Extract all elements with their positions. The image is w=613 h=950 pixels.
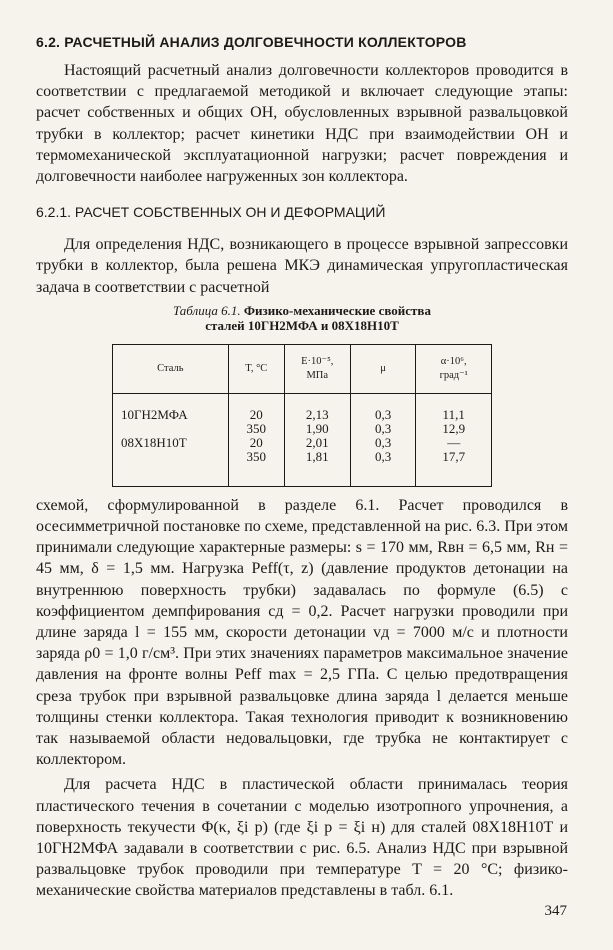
paragraph-before-table: Для определения НДС, возникающего в процессе взрывной запрессовки трубки в коллектор, была решена МКЭ динамическая упругопластическая задача в соответствии с расчетной <box>36 236 568 296</box>
cell-modulus-2: 1,90 <box>305 420 329 436</box>
header-steel: Сталь <box>113 344 229 393</box>
cell-steel: 08Х18Н10Т <box>113 436 229 487</box>
table-row <box>113 436 492 487</box>
properties-table <box>112 344 492 487</box>
cell-temp-2: 350 <box>246 448 266 464</box>
table-caption-line1: Физико-механические свойства <box>243 302 431 318</box>
cell-temp <box>228 436 284 487</box>
table-caption <box>36 303 568 334</box>
cell-alpha-1: 11,1 <box>442 406 465 422</box>
table-caption-line2: сталей 10ГН2МФА и 08Х18Н10Т <box>205 318 399 334</box>
cell-poisson <box>350 393 416 436</box>
cell-poisson-2: 0,3 <box>374 448 392 464</box>
table-row <box>113 393 492 436</box>
subsection-title: 6.2.1. РАСЧЕТ СОБСТВЕННЫХ ОН И ДЕФОРМАЦИЙ <box>36 204 386 221</box>
page <box>36 34 568 902</box>
cell-modulus <box>284 393 350 436</box>
header-poisson: μ <box>350 344 416 393</box>
cell-modulus <box>284 436 350 487</box>
cell-alpha <box>416 393 492 436</box>
cell-temp <box>228 393 284 436</box>
paragraph-after-table: схемой, сформулированной в разделе 6.1. Расчет проводился в осесимметричной постановке по схеме, представленной на рис. 6.3. При этом принимали следующие характерные размеры: s = 170 мм, Rвн = 6,5 мм, Rн = 45 мм, δ = 1,5 мм. Нагрузка Peff(τ, z) (давление продуктов детонации на внутреннюю поверхность трубки) задавалась по формуле (6.5) с коэффициентом демпфирования cд = 0,2. Расчет нагрузки проводили при длине заряда l = 155 мм, скорости детонации vд = 7000 м/с и плотности заряда ρ0 = 1,0 г/см³. При этих значениях параметров максимальное значение давления на фронте волны Peff max = 2,5 ГПа. С целью предотвращения среза трубок при взрывной развальцовке длина заряда l делается меньше толщины стенки коллектора. Такая технология приводит к возникновению так называемой области недовальцовки, где трубка не контактирует с коллектором. <box>36 496 568 769</box>
header-alpha <box>416 344 492 393</box>
header-temp: T, °C <box>228 344 284 393</box>
cell-temp-1: 20 <box>249 434 263 450</box>
cell-temp-1: 20 <box>249 406 263 422</box>
header-modulus-line2: МПа <box>306 369 329 381</box>
table-header-row <box>113 344 492 393</box>
cell-alpha-2: 12,9 <box>442 420 466 436</box>
section-title: 6.2. РАСЧЕТНЫЙ АНАЛИЗ ДОЛГОВЕЧНОСТИ КОЛЛЕКТОРОВ <box>36 34 467 50</box>
header-alpha-line2: град⁻¹ <box>439 369 468 381</box>
table-caption-label: Таблица 6.1. <box>173 302 241 318</box>
final-paragraph: Для расчета НДС в пластической области принималась теория пластического течения в сочетании с моделью изотропного упрочнения, а поверхность текучести Φ(κ, ξi p) (где ξi p = ξi н) для сталей 08Х18Н10Т и 10ГН2МФА задавали в соответствии с рис. 6.5. Анализ НДС при взрывной развальцовке трубок проводили при температуре T = 20 °C; физико-механические свойства материалов представлены в табл. 6.1. <box>36 776 568 900</box>
cell-modulus-1: 2,01 <box>305 434 329 450</box>
header-modulus-line1: E·10⁻⁵, <box>301 355 334 367</box>
cell-alpha <box>416 436 492 487</box>
page-number: 347 <box>544 903 567 919</box>
header-modulus <box>284 344 350 393</box>
header-alpha-line1: α·10⁶, <box>440 355 467 367</box>
cell-modulus-2: 1,81 <box>305 448 329 464</box>
cell-poisson-1: 0,3 <box>374 406 392 422</box>
cell-alpha-2: 17,7 <box>442 448 466 464</box>
cell-poisson-1: 0,3 <box>374 434 392 450</box>
intro-paragraph: Настоящий расчетный анализ долговечности коллекторов проводится в соответствии с предлагаемой методикой и включает следующие этапы: расчет собственных и общих ОН, обусловленных взрывной развальцовкой трубки в коллектор; расчет кинетики НДС при взаимодействии ОН и термомеханической эксплуатационной нагрузки; расчет повреждения и долговечности наиболее нагруженных зон коллектора. <box>36 62 568 186</box>
cell-modulus-1: 2,13 <box>305 406 329 422</box>
cell-poisson <box>350 436 416 487</box>
cell-alpha-1: — <box>447 434 461 450</box>
cell-steel: 10ГН2МФА <box>113 393 229 436</box>
cell-temp-2: 350 <box>246 420 266 436</box>
cell-poisson-2: 0,3 <box>374 420 392 436</box>
